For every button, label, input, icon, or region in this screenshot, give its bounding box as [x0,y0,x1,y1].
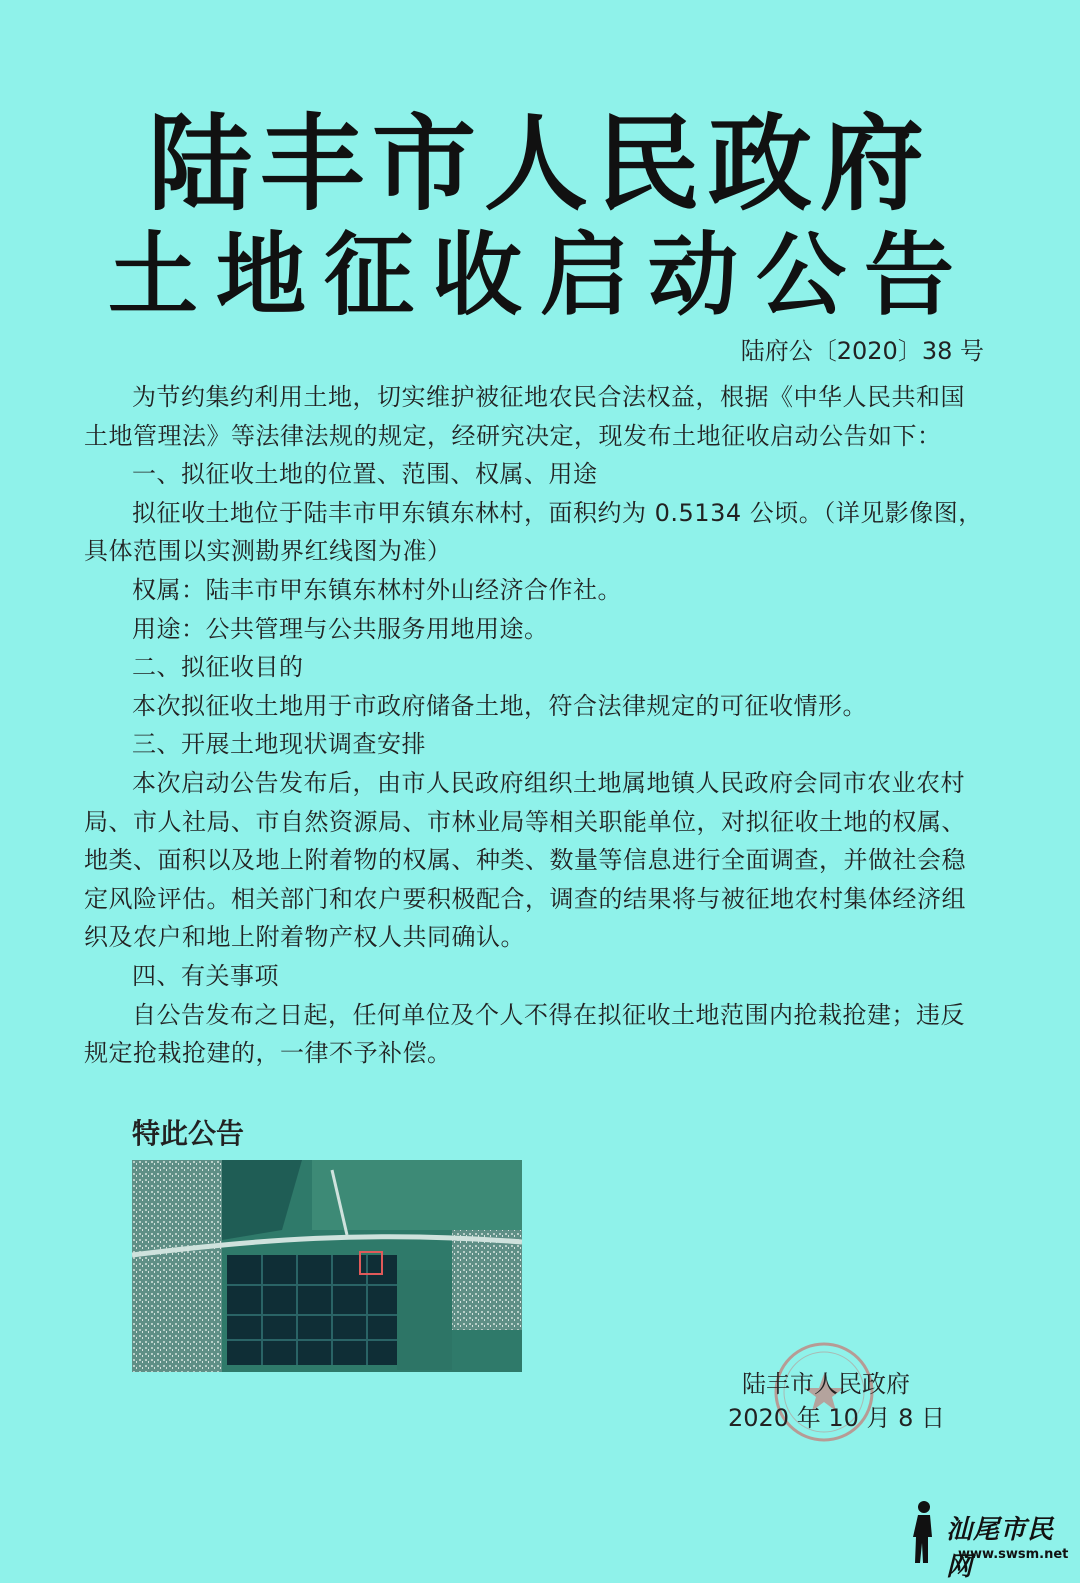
announcement-title: 土地征收启动公告 [108,222,972,328]
person-silhouette-icon [910,1497,950,1569]
satellite-map-image [132,1160,522,1372]
intro-paragraph: 为节约集约利用土地，切实维护被征地农民合法权益，根据《中华人民共和国土地管理法》等法律法规的规定，经研究决定，现发布土地征收启动公告如下： [84,383,965,450]
matters-paragraph: 自公告发布之日起，任何单位及个人不得在拟征收土地范围内抢栽抢建；违反规定抢栽抢建的，一律不予补偿。 [84,1000,965,1068]
watermark-logo-text: 汕尾市民网 [946,1515,1055,1582]
location-paragraph: 拟征收土地位于陆丰市甲东镇东林村，面积约为 0.5134 公顷。（详见影像图，具体范围以实测勘界红线图为准） [84,498,983,566]
issue-date: 2020 年 10 月 8 日 [728,1404,946,1432]
survey-paragraph: 本次启动公告发布后，由市人民政府组织土地属地镇人民政府会同市农业农村局、市人社局、市自然资源局、市林业局等相关职能单位，对拟征收土地的权属、地类、面积以及地上附着物的权属、种类、数量等信息进行全面调查，并做社会稳定风险评估。相关部门和农户要积极配合，调查的结果将与被征地农村集体经济组织及农户和地上附着物产权人共同确认。 [84,768,966,952]
section-heading-3: 三、开展土地现状调查安排 [132,730,426,759]
section-heading-2: 二、拟征收目的 [132,653,304,682]
site-watermark [910,1497,1070,1582]
announcement-body [84,378,984,1073]
document-number: 陆府公〔2020〕38 号 [740,337,984,365]
usage-paragraph: 用途：公共管理与公共服务用地用途。 [132,614,549,643]
closing-statement: 特此公告 [132,1117,245,1150]
ownership-paragraph: 权属：陆丰市甲东镇东林村外山经济合作社。 [132,575,622,604]
section-heading-1: 一、拟征收土地的位置、范围、权属、用途 [132,460,598,489]
issuer-signature: 陆丰市人民政府 [742,1370,910,1398]
watermark-url: www.swsm.net [958,1547,1069,1562]
purpose-paragraph: 本次拟征收土地用于市政府储备土地，符合法律规定的可征收情形。 [132,691,867,720]
section-heading-4: 四、有关事项 [132,961,279,990]
issuer-title: 陆丰市人民政府 [147,102,932,225]
